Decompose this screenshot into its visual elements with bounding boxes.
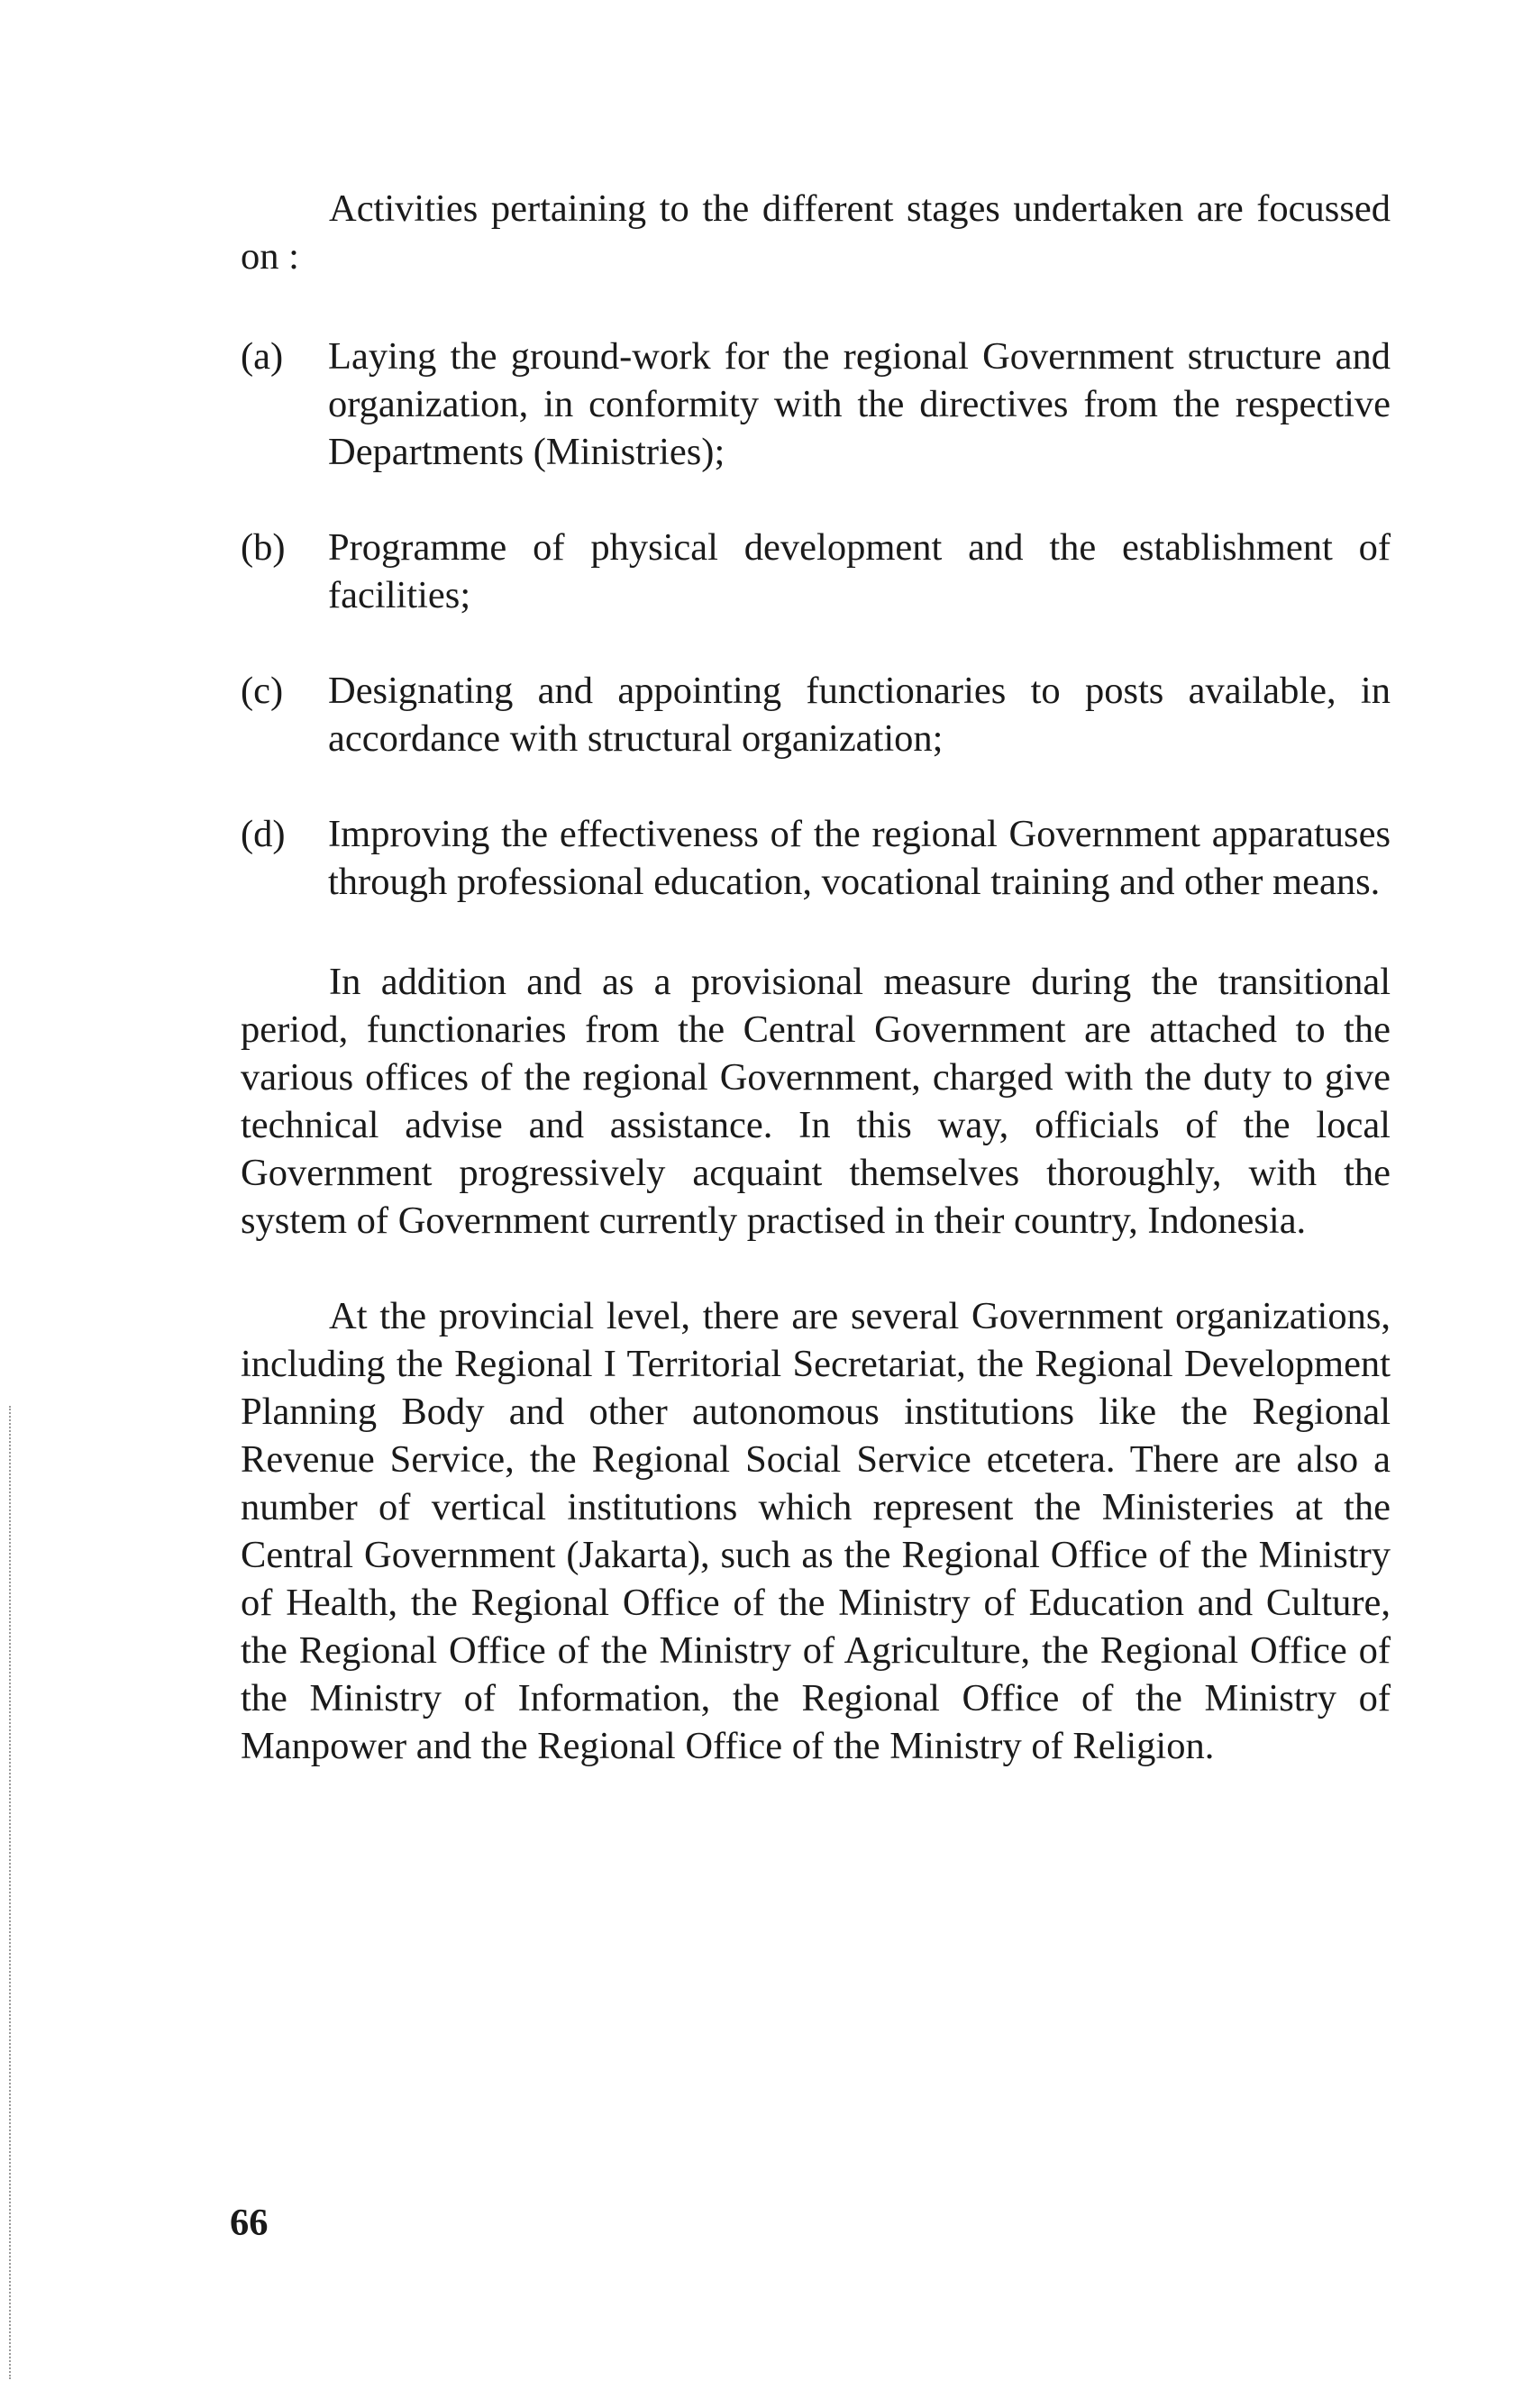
body-paragraph-provincial: At the provincial level, there are several Government organizations, including the Regional I Territorial Secretariat, the Regional Development Planning Body and other autonomous institutions like the Regional Revenue Service, the Regional Social Service etcetera. There are also a number of vertical institutions which represent the Ministeries at the Central Government (Jakarta), such as the Regional Office of the Ministry of Health, the Regional Office of the Ministry of Education and Culture, the Regional Office of the Ministry of Agriculture, the Regional Office of the Ministry of Information, the Regional Office of the Ministry of Manpower and the Regional Office of the Ministry of Religion.	[241, 1295, 1391, 1767]
intro-paragraph: Activities pertaining to the different stages undertaken are focussed on :	[241, 187, 1391, 278]
list-item-text: Programme of physical development and the establishment of facilities;	[328, 526, 1391, 616]
page-number: 66	[230, 2202, 269, 2244]
list-marker: (a)	[241, 335, 284, 378]
list-item-text: Laying the ground-work for the regional Government structure and organization, in conformity with the directives from the respective Departments (Ministries);	[328, 335, 1391, 473]
scan-margin-artifact	[9, 1406, 13, 2379]
list-marker: (d)	[241, 813, 286, 855]
list-item	[241, 667, 1391, 762]
list-item-text: Improving the effectiveness of the regional Government apparatuses through professional education, vocational training and other means.	[328, 813, 1391, 903]
list-item	[241, 333, 1391, 476]
list-item	[241, 810, 1391, 906]
activity-list	[241, 333, 1391, 906]
list-item-text: Designating and appointing functionaries to posts available, in accordance with structural organization;	[328, 670, 1391, 760]
list-marker: (c)	[241, 670, 284, 712]
list-marker: (b)	[241, 526, 286, 569]
list-item	[241, 524, 1391, 619]
body-paragraph-transitional: In addition and as a provisional measure during the transitional period, functionaries from the Central Government are attached to the various offices of the regional Government, charged with the duty to give technical advise and assistance. In this way, officials of the local Government progressively acquaint themselves thoroughly, with the system of Government currently practised in their country, Indonesia.	[241, 961, 1391, 1242]
page-body	[241, 185, 1391, 1770]
